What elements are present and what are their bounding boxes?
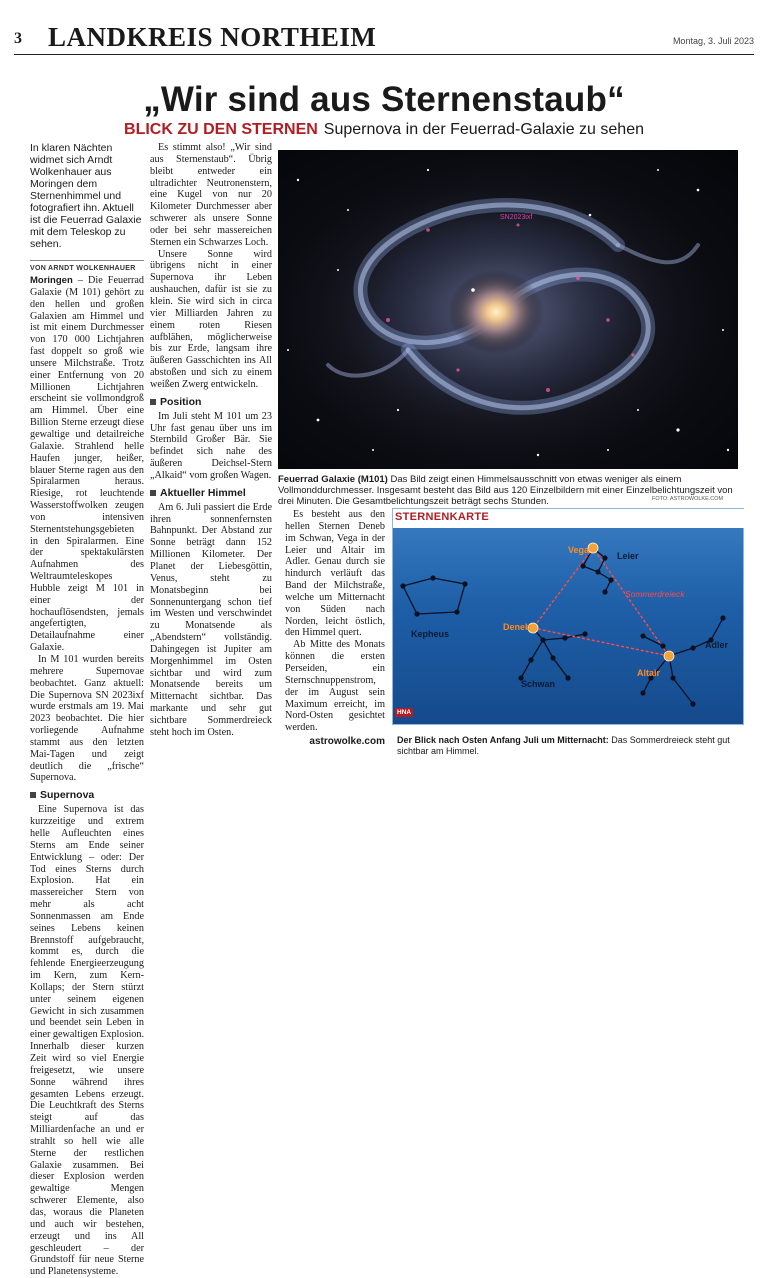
label-leier: Leier xyxy=(617,551,639,561)
constellation-diagram xyxy=(393,528,745,726)
square-bullet-icon xyxy=(30,792,36,798)
subheadline-text: Supernova in der Feuerrad-Galaxie zu sehen xyxy=(323,121,644,138)
article-headline: „Wir sind aus Sternenstaub“ xyxy=(143,80,625,119)
label-sommerdreieck: Sommerdreieck xyxy=(625,589,685,599)
paragraph-1 xyxy=(30,275,144,654)
subheading-position xyxy=(150,396,272,408)
text-column-2 xyxy=(150,142,272,739)
paragraph-5: Unsere Sonne wird übrigens nicht in einer Supernova ihr Leben aushauchen, dafür ist sie zu klein. Sie wird sich in circa vier Milliarden Jahren zu einem roten Riesen aufblähen, möglicherweise bis zur Erde, langsam ihre äußeren Gasschichten ins All abstoßen und sich zu einem weißen Zwerg entwickeln. xyxy=(150,248,272,390)
star-map xyxy=(392,508,744,725)
star-map-caption xyxy=(397,735,742,757)
author-line: VON ARNDT WOLKENHAUER xyxy=(30,260,144,272)
paragraph-8: Es besteht aus den hellen Sternen Deneb im Schwan, Vega in der Leier und Altair im Adler. Genau durch sie hindurch verläuft das Band der Milchstraße, welche um Mitternacht von Süden nach Norden, leicht östlich, den Himmel quert. xyxy=(285,509,385,639)
paragraph-4: Es stimmt also! „Wir sind aus Sternenstaub“. Übrig bleibt entweder ein ultradichter Neutronenstern, eine Kugel von nur 20 Kilometer Durchmesser aber schwerer als unsere Sonne oder bei sehr massereichen Sternen ein Schwarzes Loch. xyxy=(150,142,272,248)
header-rule xyxy=(14,54,754,55)
star-map-header xyxy=(393,509,745,528)
star-map-title: STERNENKARTE xyxy=(395,511,490,523)
label-deneb: Deneb xyxy=(503,622,531,632)
photo-credit: FOTO: ASTROWOLKE.COM xyxy=(652,496,724,502)
caption-title: Feuerrad Galaxie (M101) xyxy=(278,474,388,485)
vega-star xyxy=(588,543,598,553)
paragraph-9: Ab Mitte des Monats können die ersten Perseiden, ein Sternschnuppenstrom, der im August sein Maximum erreicht, im Nord-Osten gesichtet werden. xyxy=(285,639,385,734)
teaser: In klaren Nächten widmet sich Arndt Wolkenhauer aus Moringen dem Sternenhimmel und fotografiert ihn. Aktuell ist die Feuerrad Galaxie mit dem Teleskop zu sehen. xyxy=(30,142,142,250)
page-number: 3 xyxy=(14,30,22,47)
source-tag: astrowolke.com xyxy=(309,736,385,748)
subheading-label: Aktueller Himmel xyxy=(160,486,246,499)
caption-text: Das Bild zeigt einen Himmelsausschnitt von etwas weniger als einem Vollmonddurchmesser. Insgesamt besteht das Bild aus 120 Einzelbildern mit einer Einzelbelichtungszeit von drei Minuten. Die Gesamtbelichtungszeit beträgt sechs Stunden. xyxy=(278,474,733,508)
label-schwan: Schwan xyxy=(521,679,556,689)
label-kepheus: Kepheus xyxy=(411,629,450,639)
paragraph-6: Im Juli steht M 101 um 23 Uhr fast genau über uns im Sternbild Großer Bär. Sie befindet sich nahe des äußeren Deichsel-Stern „Alkaid“ vom großen Wagen. xyxy=(150,410,272,481)
altair-star xyxy=(664,651,674,661)
label-adler: Adler xyxy=(705,640,729,650)
label-vega: Vega xyxy=(568,545,590,555)
paragraph-3-start xyxy=(30,804,144,1278)
issue-date: Montag, 3. Juli 2023 xyxy=(672,36,754,46)
map-caption-text: Das Sommerdreieck steht gut sichtbar am Himmel. xyxy=(397,735,730,756)
subheading-label: Position xyxy=(160,395,202,408)
article-subheadline xyxy=(0,121,768,139)
subheading-supernova xyxy=(30,789,144,801)
galaxy-photo xyxy=(278,150,738,469)
section-title: LANDKREIS NORTHEIM xyxy=(48,22,377,52)
supernova-marker-label: SN2023ixf xyxy=(500,214,533,221)
subheading-label: Supernova xyxy=(40,789,95,802)
square-bullet-icon xyxy=(150,490,156,496)
page-header xyxy=(14,20,754,54)
square-bullet-icon xyxy=(150,399,156,405)
hna-logo: HNA xyxy=(397,709,412,716)
text-column-1 xyxy=(30,142,144,1278)
paragraph-1-text: – Die Feuerrad Galaxie (M 101) gehört zu den hellen und großen Galaxien am Himmel und ist mit einem Durchmesser von 170 000 Lichtjahren fast doppelt so groß wie unsere Milchstraße. Trotz einer Entfernung von 20 Millionen Lichtjahren erscheint sie vollmondgroß am Himmel. Über eine Billion Sterne erzeugt diese gewaltige und detailreiche Galaxie. Strahlend helle Haufen junger, heißer, blauer Sterne ragen aus den Spiralarmen heraus. Riesige, rot leuchtende Wasserstoffwolken zeugen von intensiven Sternentstehungsgebieten in den Spiralarmen. Eine der spektakulärsten Aufnahmen des Weltraumteleskopes Hubble zeigt M 101 in einer der hochauflösendsten, jemals angefertigten, Detailaufnahme einer Galaxie. xyxy=(30,275,144,654)
kicker: BLICK ZU DEN STERNEN xyxy=(124,121,318,138)
paragraph-2: In M 101 wurden bereits mehrere Supernovae beobachtet. Ganz aktuell: Die Supernova SN 2023ixf wurde erstmals am 19. Mai 2023 beobachtet. Die hier vorliegende Aufnahme stammt aus den letzten Mai-Tagen und zeigt deutlich die „frische“ Supernova. xyxy=(30,654,144,784)
label-altair: Altair xyxy=(637,668,661,678)
paragraph-3-text: Eine Supernova ist das kurzzeitige und extrem helle Aufleuchten eines Sterns am Ende seiner Entwicklung – oder: Der Tod eines Sterns durch Explosion. Hat ein massereicher Stern von mehr als acht Sonnenmassen am Ende seines Lebens keinen Brennstoff aufgebraucht, kommt es, durch die fehlende Energieerzeugung im Kern, zum Kern-Kollaps; der Stern stürzt unter seinem eigenen Gewicht in sich zusammen und beendet sein Leben in einer gewaltigen Explosion. Innerhalb dieser kurzen Zeit wird so viel Energie freigesetzt, wie unsere Sonne während ihres gesamten Lebens erzeugt. Die Leuchtkraft des Sterns steigt auf das Milliardenfache an und er strahlt so hell wie alle Sterne der restlichen Galaxie zusammen. Bei dieser Explosion werden gewaltige Mengen schwerer Elemente, also das, woraus die Planeten und auch wir bestehen, erzeugt und ins All geschleudert – der Grundstoff für neue Sterne und Planetensysteme. xyxy=(30,804,145,1278)
dateline: Moringen xyxy=(30,275,73,286)
photo-caption xyxy=(278,474,738,508)
subheading-himmel xyxy=(150,487,272,499)
text-column-3 xyxy=(285,509,385,747)
map-caption-title: Der Blick nach Osten Anfang Juli um Mitternacht: xyxy=(397,735,609,745)
galaxy-image xyxy=(278,150,738,469)
paragraph-7: Am 6. Juli passiert die Erde ihren sonnenfernsten Bahnpunkt. Der Abstand zur Sonne beträgt dann 152 Millionen Kilometer. Der Planet der Liebesgöttin, Venus, steht zu Monatsbeginn bei Sonnenuntergang schon tief im Westen und verschwindet zu Monatsende als „Abendstern“ vollständig. Dahingegen ist Jupiter am Morgenhimmel im Osten sichtbar und wird zum Monatsende bereits um Mitternacht sichtbar. Das markante und sehr gut sichtbare Sommerdreieck steht hoch im Osten. xyxy=(150,501,272,738)
